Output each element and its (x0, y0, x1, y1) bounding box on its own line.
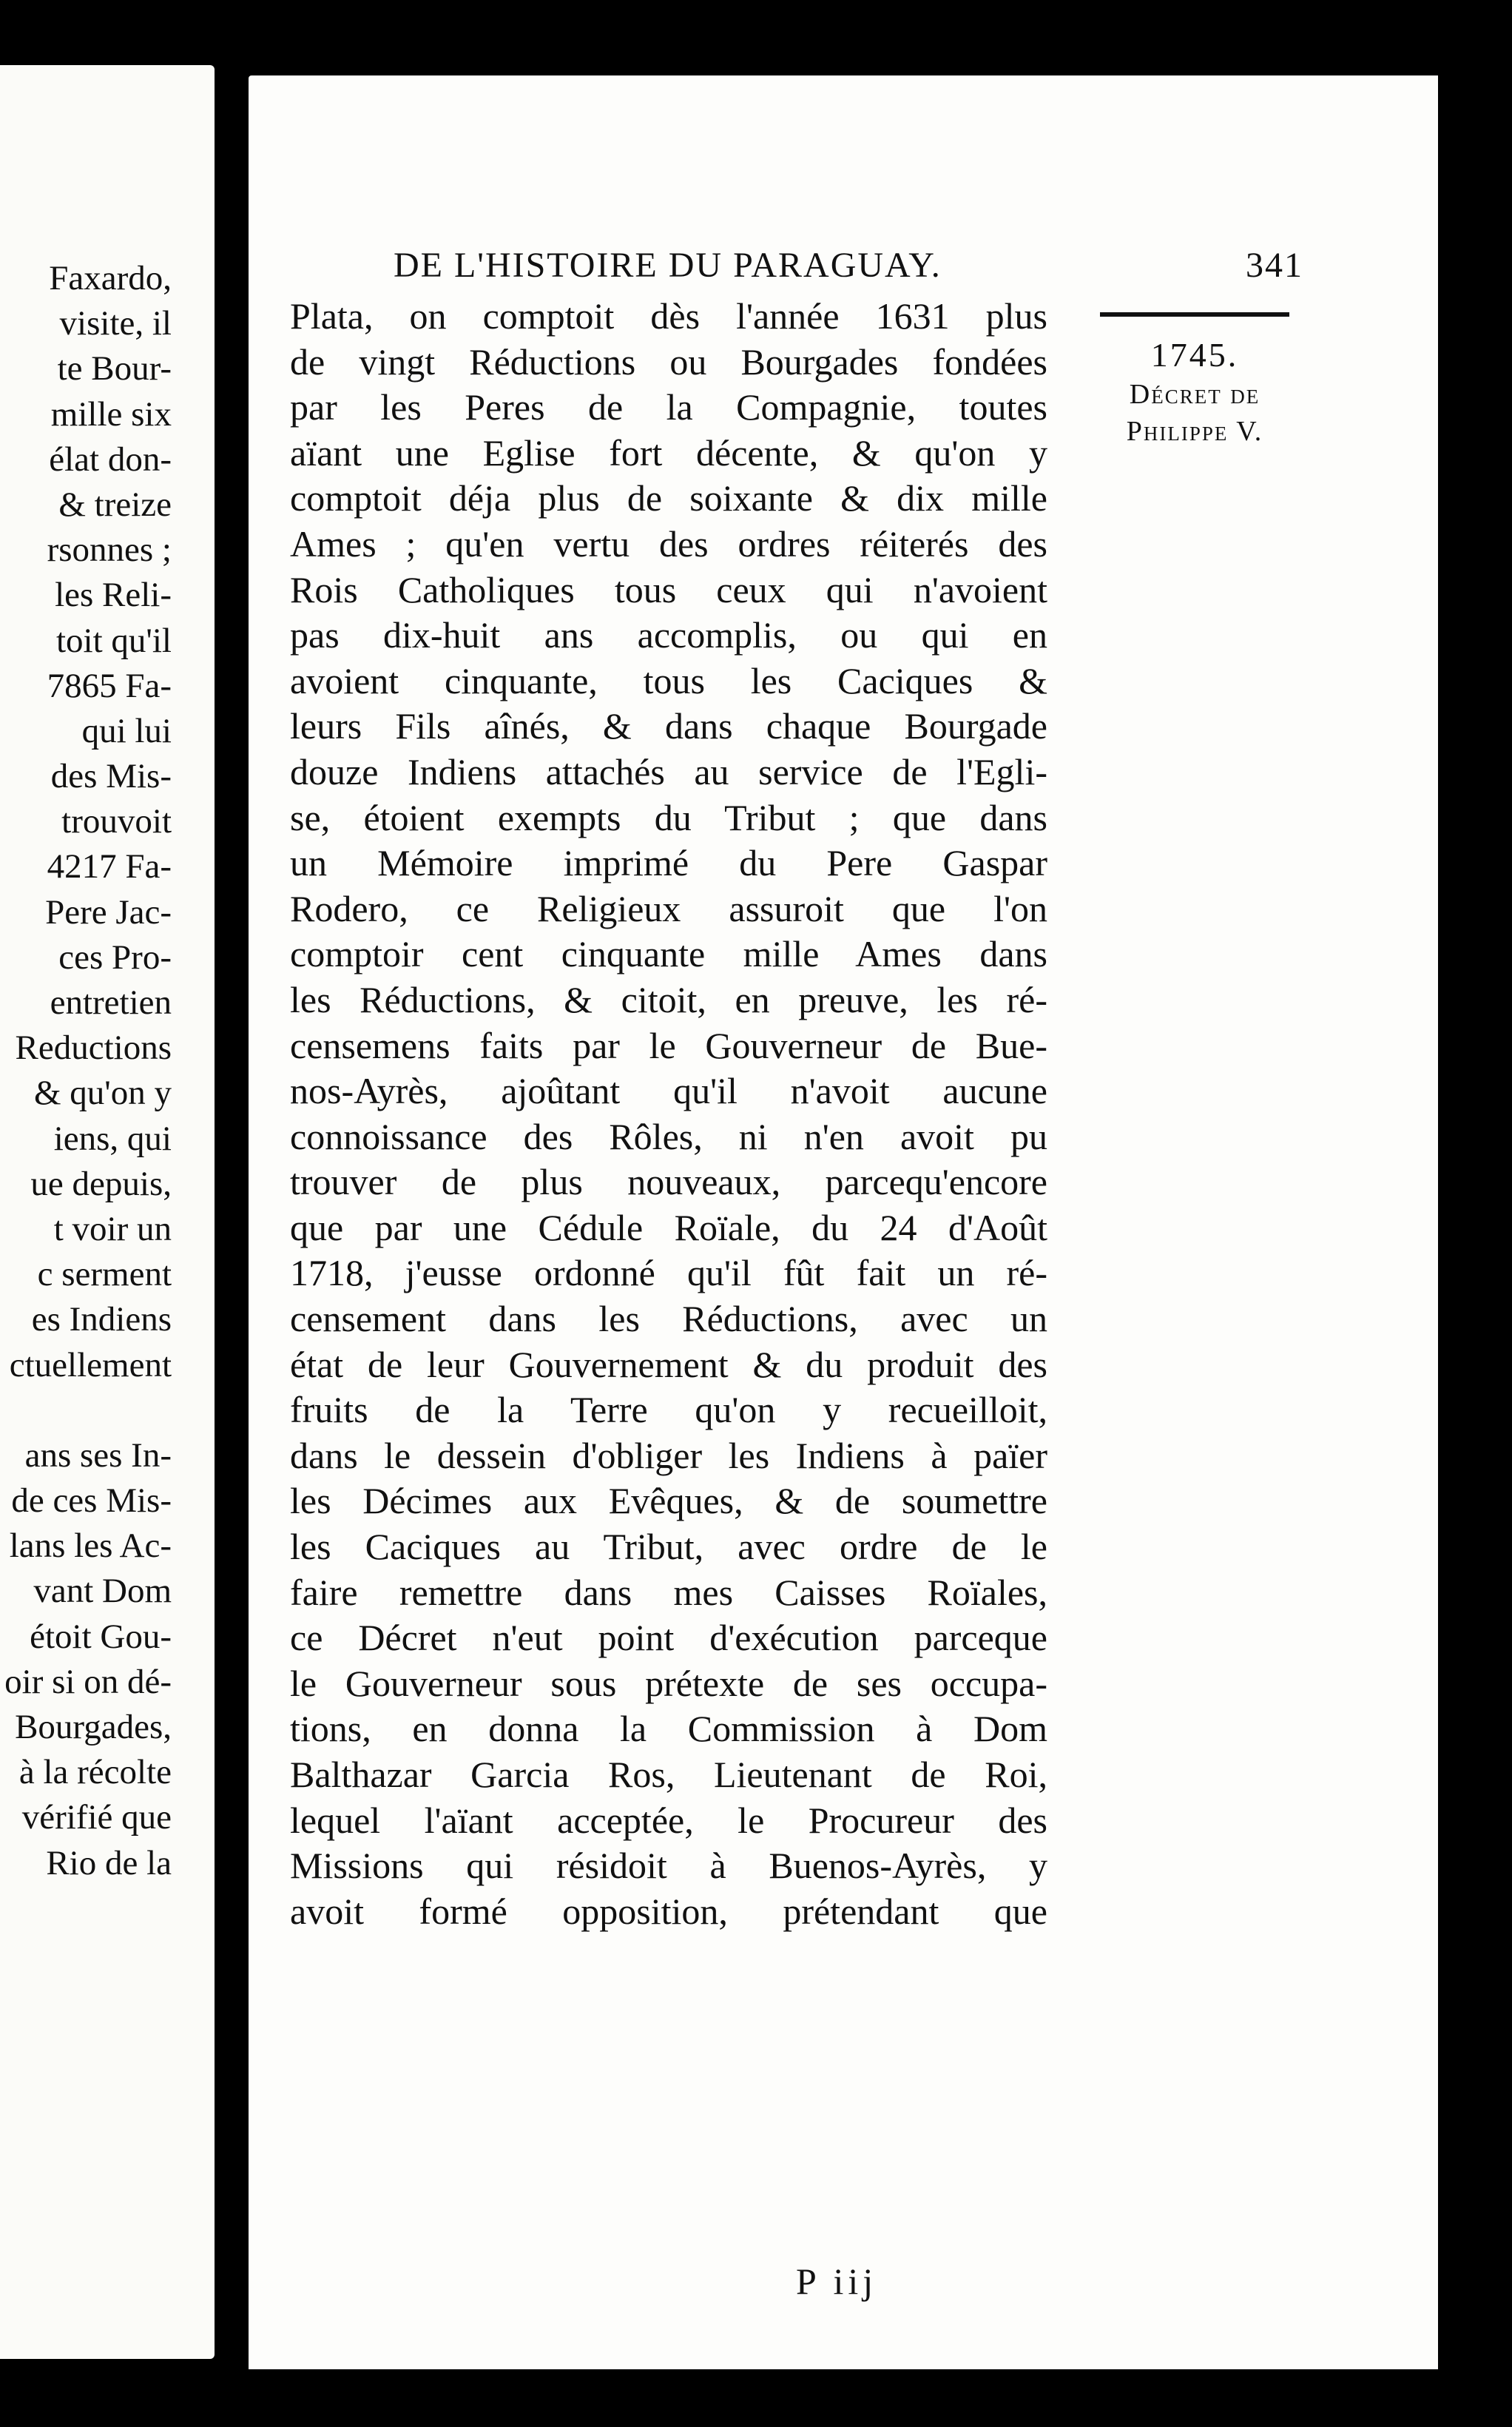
left-page-text (0, 256, 172, 1886)
left-page-fragment (0, 65, 215, 2359)
body-line: Missions qui résidoit à Buenos-Ayrès, y (290, 1845, 1047, 1887)
left-page-line: es Indiens (31, 1300, 172, 1339)
left-page-line: qui lui (81, 711, 172, 750)
left-page-line: rsonnes ; (47, 531, 172, 570)
left-page-line: de ces Mis- (11, 1481, 172, 1521)
left-page-line: Reductions (15, 1029, 172, 1068)
body-line: avoit formé opposition, prétendant que (290, 1890, 1047, 1932)
body-line: tions, en donna la Commission à Dom (290, 1708, 1047, 1750)
marginal-note-line-1: Décret de (1129, 379, 1260, 410)
left-page-line: élat don- (49, 440, 172, 479)
body-line: faire remettre dans mes Caisses Roïales, (290, 1571, 1047, 1613)
running-head (394, 240, 1303, 292)
left-page-line: Pere Jac- (45, 892, 172, 932)
body-line: les Réductions, & citoit, en preuve, les ré- (290, 978, 1047, 1020)
left-page-line: ctuellement (9, 1345, 172, 1384)
left-page-line: entretien (50, 983, 172, 1022)
body-line: leurs Fils aînés, & dans chaque Bourgade (290, 705, 1047, 747)
left-page-line: vant Dom (33, 1572, 172, 1611)
page-341 (249, 75, 1438, 2369)
left-page-line: Faxardo, (49, 259, 172, 297)
body-line: Ames ; qu'en vertu des ordres réiterés des (290, 522, 1047, 565)
left-page-line: iens, qui (53, 1119, 172, 1158)
body-line: lequel l'aïant acceptée, le Procureur des (290, 1799, 1047, 1841)
left-page-line: c serment (37, 1255, 172, 1294)
marginal-rule (1100, 312, 1289, 317)
left-page-line (0, 1388, 172, 1433)
left-page-line: les Reli- (55, 576, 172, 615)
marginal-note-line-2: Philippe V. (1126, 416, 1263, 447)
left-page-line: étoit Gou- (30, 1617, 172, 1656)
marginal-year: 1745. (1150, 336, 1239, 374)
signature-mark: P iij (796, 2261, 878, 2302)
left-page-line: mille six (50, 394, 172, 434)
left-page-line: & qu'on y (33, 1074, 172, 1113)
body-line: de vingt Réductions ou Bourgades fondées (290, 340, 1047, 383)
left-page-line: 7865 Fa- (47, 666, 172, 705)
left-page-line: lans les Ac- (9, 1526, 172, 1566)
left-page-line: toit qu'il (55, 621, 172, 660)
left-page-line: vérifié que (21, 1798, 172, 1837)
body-line: douze Indiens attachés au service de l'Egli- (290, 750, 1047, 792)
marginal-note (1087, 312, 1302, 450)
body-line: 1718, j'eusse ordonné qu'il fût fait un ré- (290, 1252, 1047, 1294)
body-line: pas dix-huit ans accomplis, ou qui en (290, 614, 1047, 656)
body-line: connoissance des Rôles, ni n'en avoit pu (290, 1115, 1047, 1157)
body-line: les Décimes aux Evêques, & de soumettre (290, 1480, 1047, 1522)
left-page-line: ue depuis, (30, 1164, 172, 1203)
body-line: aïant une Eglise fort décente, & qu'on y (290, 431, 1047, 474)
left-page-line: trouvoit (61, 802, 172, 841)
body-line: Balthazar Garcia Ros, Lieutenant de Roi, (290, 1754, 1047, 1795)
body-line: Rois Catholiques tous ceux qui n'avoient (290, 568, 1047, 610)
left-page-line: 4217 Fa- (47, 847, 172, 886)
body-line: un Mémoire imprimé du Pere Gaspar (290, 842, 1047, 884)
body-line: avoient cinquante, tous les Caciques & (290, 659, 1047, 701)
body-line: Rodero, ce Religieux assuroit que l'on (290, 887, 1047, 929)
body-line: ce Décret n'eut point d'exécution parceque (290, 1617, 1047, 1659)
page-number: 341 (1246, 246, 1303, 285)
left-page-line: ans ses In- (24, 1435, 172, 1475)
left-page-line: visite, il (59, 304, 172, 343)
body-line: que par une Cédule Roïale, du 24 d'Août (290, 1206, 1047, 1248)
left-page-line: ces Pro- (58, 938, 172, 977)
left-page-line: Rio de la (46, 1843, 172, 1882)
left-page-line: Bourgades, (15, 1708, 172, 1746)
body-line: censement dans les Réductions, avec un (290, 1298, 1047, 1340)
left-page-line: te Bour- (57, 349, 172, 388)
left-page-line: des Mis- (50, 757, 172, 796)
body-line: trouver de plus nouveaux, parcequ'encore (290, 1161, 1047, 1203)
body-text (290, 294, 1047, 1934)
body-line: nos-Ayrès, ajoûtant qu'il n'avoit aucune (290, 1070, 1047, 1112)
body-line: les Caciques au Tribut, avec ordre de le (290, 1526, 1047, 1568)
body-line: le Gouverneur sous prétexte de ses occupa- (290, 1662, 1047, 1704)
body-line: état de leur Gouvernement & du produit des (290, 1343, 1047, 1385)
body-line: comptoir cent cinquante mille Ames dans (290, 933, 1047, 975)
body-line: par les Peres de la Compagnie, toutes (290, 386, 1047, 428)
left-page-line: oir si on dé- (4, 1662, 172, 1701)
body-line: comptoit déja plus de soixante & dix mille (290, 477, 1047, 519)
left-page-line: t voir un (53, 1209, 172, 1248)
body-line: se, étoient exempts du Tribut ; que dans (290, 796, 1047, 838)
body-line: censemens faits par le Gouverneur de Bue- (290, 1024, 1047, 1066)
left-page-line: à la récolte (18, 1753, 172, 1792)
body-line: fruits de la Terre qu'on y recueilloit, (290, 1389, 1047, 1431)
running-head-title: DE L'HISTOIRE DU PARAGUAY. (394, 246, 942, 285)
body-line: Plata, on comptoit dès l'année 1631 plus (290, 295, 1047, 337)
body-line: dans le dessein d'obliger les Indiens à païer (290, 1434, 1047, 1476)
left-page-line: & treize (58, 485, 172, 524)
